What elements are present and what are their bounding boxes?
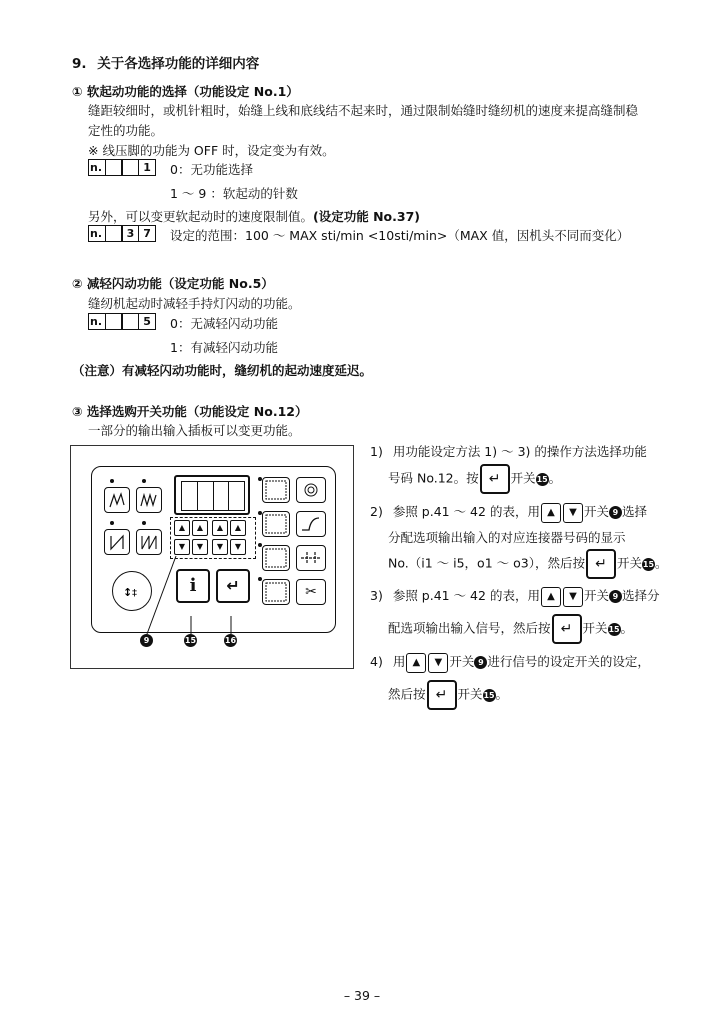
callout-15: 15 — [184, 636, 197, 645]
callout-9: 9 — [609, 590, 622, 603]
step-text: 开关 — [583, 588, 609, 603]
callout-9: 9 — [474, 656, 487, 669]
step-text: 选择分 — [621, 588, 660, 603]
s1-p3-text: 另外，可以变更软起动时的速度限制值。 — [88, 209, 314, 224]
step-text: 开关 — [582, 620, 608, 636]
step-text: 开关 — [457, 686, 483, 702]
s1-heading: ① 软起动功能的选择（功能设定 No.1） — [72, 84, 299, 99]
code-n: n. — [88, 159, 106, 176]
s1-option-1: 1 ～ 9 ：软起动的针数 — [170, 186, 298, 201]
step-4-line-2 — [388, 680, 508, 710]
callout-15: 15 — [608, 624, 620, 634]
enter-key-icon: ↵ — [586, 549, 616, 579]
s1-code-display-2 — [88, 225, 155, 242]
up-arrow-key[interactable]: ▲ — [230, 520, 246, 536]
step-text: No.（i1 ～ i5，o1 ～ o3），然后按 — [388, 555, 585, 571]
s3-paragraph: 一部分的输出输入插板可以变更功能。 — [88, 423, 301, 438]
step-text: 。 — [654, 555, 668, 571]
s1-paragraph-3 — [88, 207, 420, 225]
step-text: 参照 p.41 ～ 42 的表，用 — [392, 588, 540, 603]
step-text: 。 — [548, 470, 562, 486]
info-key[interactable]: i — [176, 569, 210, 603]
step-1-line-2 — [388, 464, 561, 494]
callout-9: 9 — [140, 634, 153, 647]
code-digit: 5 — [138, 313, 156, 330]
up-arrow-icon: ▲ — [541, 503, 561, 523]
code-digit: 1 — [138, 159, 156, 176]
s1-option-0: 0：无功能选择 — [170, 162, 253, 177]
s2-paragraph: 缝纫机起动时减轻手持灯闪动的功能。 — [88, 296, 301, 311]
down-arrow-key[interactable]: ▼ — [174, 539, 190, 555]
s1-note: ※ 线压脚的功能为 OFF 时，设定变为有效。 — [88, 143, 335, 158]
s2-caution: （注意）有减轻闪动功能时，缝纫机的起动速度延迟。 — [72, 363, 373, 378]
step-text: 进行信号的设定开关的设定， — [487, 654, 650, 669]
section-number: 9. — [72, 56, 87, 72]
step-text: 用 — [392, 654, 406, 669]
down-arrow-icon: ▼ — [563, 587, 583, 607]
step-number: 1) — [370, 444, 383, 459]
up-arrow-key[interactable]: ▲ — [192, 520, 208, 536]
step-4-line-1 — [370, 652, 650, 673]
step-number: 4) — [370, 654, 383, 669]
section-title-text: 关于各选择功能的详细内容 — [97, 56, 260, 72]
step-text: 参照 p.41 ～ 42 的表，用 — [392, 504, 540, 519]
up-arrow-key[interactable]: ▲ — [212, 520, 228, 536]
step-3-line-2 — [388, 614, 633, 644]
code-n: n. — [88, 313, 106, 330]
down-arrow-icon: ▼ — [563, 503, 583, 523]
enter-key-icon: ↵ — [427, 680, 457, 710]
step-2-line-1 — [370, 502, 647, 523]
down-arrow-key[interactable]: ▼ — [212, 539, 228, 555]
code-n: n. — [88, 225, 106, 242]
up-arrow-icon: ▲ — [406, 653, 426, 673]
svg-text:‡: ‡ — [132, 588, 137, 599]
callout-15: 15 — [536, 474, 548, 484]
s1-paragraph-1: 缝距较细时，或机针粗时，始缝上线和底线结不起来时，通过限制始缝时缝纫机的速度来提高缝制稳 — [88, 103, 639, 118]
step-text: 用功能设定方法 1) ～ 3) 的操作方法选择功能 — [392, 444, 647, 459]
step-2-line-2: 分配选项输出输入的对应连接器号码的显示 — [388, 530, 626, 545]
s2-heading: ② 减轻闪动功能（设定功能 No.5） — [72, 276, 274, 291]
s1-code-display — [88, 159, 155, 176]
step-number: 3) — [370, 588, 383, 603]
thread-trimmer-key: ✂ — [296, 579, 326, 605]
page-number: – 39 – — [343, 988, 381, 1003]
down-arrow-key[interactable]: ▼ — [230, 539, 246, 555]
callout-lines — [71, 446, 353, 668]
step-text: 开关 — [449, 654, 475, 669]
callout-16: 16 — [224, 636, 237, 645]
step-text: 。 — [620, 620, 634, 636]
step-text: 开关 — [583, 504, 609, 519]
down-arrow-icon: ▼ — [428, 653, 448, 673]
s1-paragraph-2: 定性的功能。 — [88, 123, 164, 138]
step-3-line-1 — [370, 586, 659, 607]
s2-code-display — [88, 313, 155, 330]
down-arrow-key[interactable]: ▼ — [192, 539, 208, 555]
up-arrow-key[interactable]: ▲ — [174, 520, 190, 536]
s2-option-0: 0：无减轻闪动功能 — [170, 316, 278, 331]
callout-9: 9 — [609, 506, 622, 519]
step-1-line-1 — [370, 442, 647, 460]
step-text: 开关 — [616, 555, 642, 571]
up-arrow-icon: ▲ — [541, 587, 561, 607]
step-number: 2) — [370, 504, 383, 519]
svg-text:↕: ↕ — [123, 586, 133, 599]
enter-key-icon: ↵ — [480, 464, 510, 494]
s3-heading: ③ 选择选购开关功能（功能设定 No.12） — [72, 404, 308, 419]
step-text: 然后按 — [388, 686, 426, 702]
step-text: 号码 No.12。按 — [388, 470, 479, 486]
panel-illustration — [70, 445, 354, 669]
callout-15: 15 — [483, 690, 495, 700]
step-text: 。 — [495, 686, 509, 702]
s1-range: 设定的范围：100 ～ MAX sti/min <10sti/min>（MAX 值，因机头不同而变化） — [170, 228, 630, 243]
step-2-line-3 — [388, 549, 667, 579]
s2-option-1: 1：有减轻闪动功能 — [170, 340, 278, 355]
step-text: 选择 — [621, 504, 647, 519]
step-text: 配选项输出输入信号，然后按 — [388, 620, 551, 636]
step-text: 开关 — [510, 470, 536, 486]
enter-key-icon: ↵ — [552, 614, 582, 644]
enter-key[interactable]: ↵ — [216, 569, 250, 603]
section-title — [72, 52, 259, 72]
code-digit: 7 — [138, 225, 156, 242]
code-digit: 3 — [121, 225, 139, 242]
callout-15: 15 — [642, 559, 655, 569]
s1-p3-ref: (设定功能 No.37) — [313, 209, 420, 224]
